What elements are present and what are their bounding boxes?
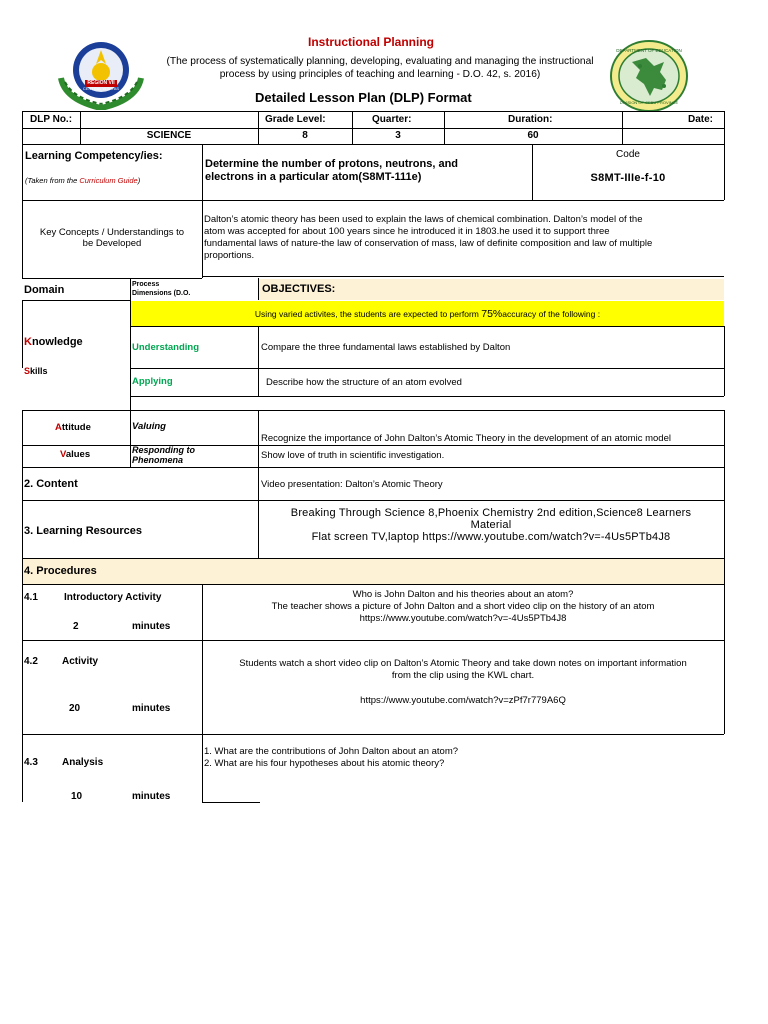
dlp-no-label: DLP No.: [30,114,73,125]
competency-text-line2: electrons in a particular atom(S8MT-111e) [205,171,422,183]
date-label: Date: [688,114,714,125]
procedure-text-line: https://www.youtube.com/watch?v=-4Us5PTb4J8 [359,613,567,624]
quarter-value: 3 [395,130,401,141]
quarter-label: Quarter: [372,114,412,125]
deped-region-seal [55,38,147,110]
knowledge-objective: Compare the three fundamental laws established by Dalton [261,342,511,353]
accuracy-banner-text: Using varied activites, the students are expected to perform 75%accuracy of the following : [254,308,601,320]
resources-line1: Breaking Through Science 8,Phoenix Chemistry 2nd edition,Science8 Learners [290,507,692,519]
code-value: S8MT-IIIe-f-10 [590,172,666,184]
procedure-minutes-label: minutes [132,791,171,802]
procedure-text-line: 2. What are his four hypotheses about his atomic theory? [204,758,445,769]
instructional-planning-title: Instructional Planning [308,35,435,49]
procedures-label: 4. Procedures [24,565,97,577]
skills-objective: Describe how the structure of an atom evolved [266,377,462,388]
procedure-name: Introductory Activity [64,592,162,603]
procedure-minutes: 20 [69,703,81,714]
procedure-text-line: Students watch a short video clip on Dalton’s Atomic Theory and take down notes on important information [239,658,687,669]
learning-resources-label: 3. Learning Resources [24,525,142,537]
attitude-label: Attitude [55,422,91,433]
procedures-header-fill [23,559,724,584]
procedure-minutes-label: minutes [132,703,171,714]
key-concepts-line2: atom was accepted for about 100 years since he introduced it in 1803.he used it to support three [204,226,610,237]
competency-text-line1: Determine the number of protons, neutrons, and [205,158,459,170]
procedure-text-line: The teacher shows a picture of John Dalton and a short video clip on the history of an atom [271,601,655,612]
key-concepts-line4: proportions. [204,250,255,261]
grade-value: 8 [302,130,308,141]
left-seal-sub: CENTRAL VISAYAS [82,86,120,91]
values-objective: Show love of truth in scientific investigation. [261,450,445,461]
procedure-minutes: 10 [71,791,83,802]
key-concepts-line1: Dalton’s atomic theory has been used to explain the laws of chemical combination. Dalton’s model of the [204,214,643,225]
procedure-num: 4.1 [24,592,38,603]
attitude-process: Valuing [132,421,166,432]
process-dimensions-line1: Process [132,281,160,288]
right-seal-text: DEPARTMENT OF EDUCATION [616,48,682,53]
attitude-objective: Recognize the importance of John Dalton’s Atomic Theory in the development of an atomic model [261,433,671,444]
values-label: Values [60,449,91,460]
competency-label: Learning Competency/ies: [25,150,163,162]
duration-label: Duration: [508,114,553,125]
content-label: 2. Content [24,478,78,490]
procedure-text-line: https://www.youtube.com/watch?v=zPf7r779A6Q [360,695,566,706]
domain-label: Domain [24,284,65,296]
procedure-name: Activity [62,656,99,667]
header-subtitle-line1: (The process of systematically planning, developing, evaluating and managing the instructional [166,56,594,67]
procedure-text-line: 1. What are the contributions of John Dalton about an atom? [204,746,459,757]
process-dimensions-line2: Dimensions (D.O. [132,290,191,297]
values-process-line2: Phenomena [132,455,184,465]
procedure-text-line: from the clip using the KWL chart. [391,670,535,681]
key-concepts-label-line2: be Developed [82,238,142,249]
right-seal-sub: DIVISION OF CEBU PROVINCE [619,100,679,105]
key-concepts-line3: fundamental laws of nature-the law of conservation of mass, law of definite composition and law of multiple [204,238,653,249]
header-subtitle-line2: process by using principles of teaching and learning - D.O. 42, s. 2016) [219,69,541,80]
procedure-minutes: 2 [73,621,79,632]
procedure-text-line: Who is John Dalton and his theories about an atom? [352,589,574,600]
objectives-label: OBJECTIVES: [262,283,336,295]
curriculum-guide-link: Curriculum Guide [79,176,138,185]
code-label: Code [616,149,640,160]
procedure-name: Analysis [62,757,104,768]
values-process-line1: Responding to [132,445,195,455]
curriculum-guide-note: (Taken from the Curriculum Guide) [25,176,141,185]
procedure-num: 4.2 [24,656,38,667]
procedure-num: 4.3 [24,757,38,768]
content-text: Video presentation: Dalton’s Atomic Theory [261,479,443,490]
grade-level-label: Grade Level: [265,114,326,125]
left-seal-region: REGION VII [87,80,115,86]
knowledge-process: Understanding [132,342,200,353]
subject-value: SCIENCE [146,130,192,141]
resources-line2: Material [470,519,512,531]
knowledge-label: Knowledge [24,336,83,348]
skills-process: Applying [132,376,173,387]
dlp-format-title: Detailed Lesson Plan (DLP) Format [255,90,472,105]
duration-value: 60 [527,130,539,141]
skills-label: Skills [24,366,48,376]
resources-line3: Flat screen TV,laptop https://www.youtube.com/watch?v=-4Us5PTb4J8 [311,531,671,543]
procedure-minutes-label: minutes [132,621,171,632]
key-concepts-label-line1: Key Concepts / Understandings to [39,227,185,238]
